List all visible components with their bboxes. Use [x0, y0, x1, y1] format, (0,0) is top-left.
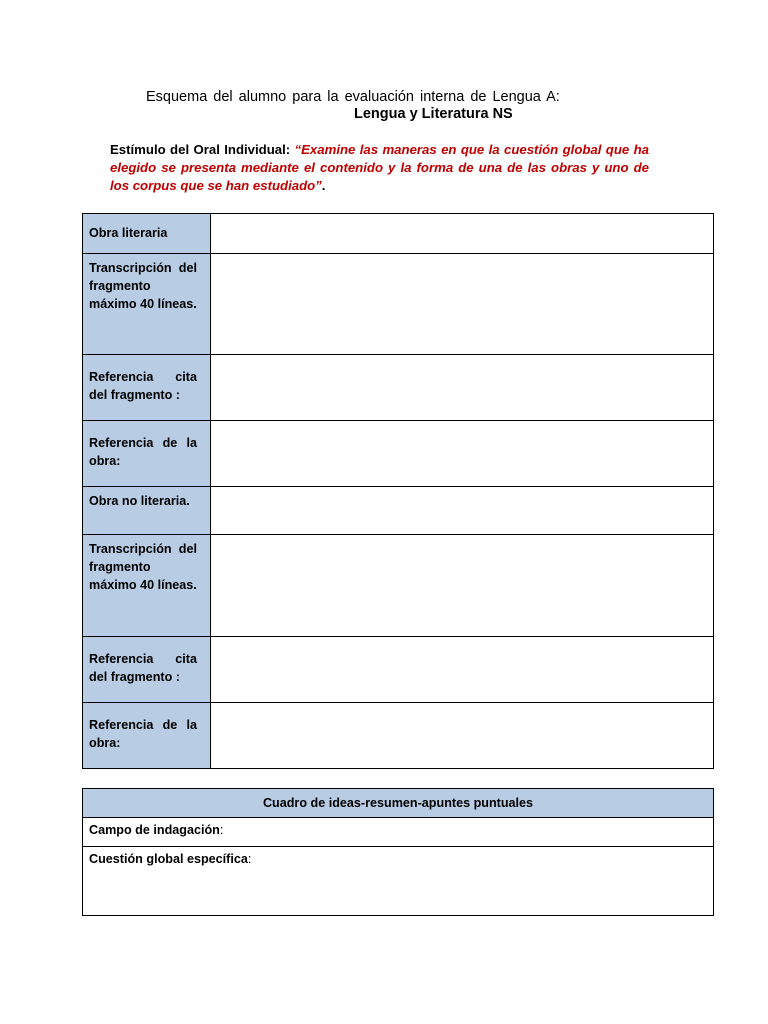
table-row [83, 637, 714, 703]
row-label-text: Referencia cita del fragmento : [89, 652, 197, 684]
stimulus-quote: “Examine las maneras en que la cuestión global que ha elegido se presenta mediante el contenido y la forma de una de las obras y uno de los corpus que se han estudiado” [110, 142, 649, 193]
title-line-2: Lengua y Literatura NS [354, 106, 513, 122]
row-label-text: Referencia cita del fragmento : [89, 370, 197, 402]
table-row [83, 703, 714, 769]
campo-suffix: : [219, 823, 224, 837]
table-row [83, 487, 714, 535]
cuestion-suffix: : [247, 852, 252, 866]
table-row [83, 421, 714, 487]
row-label [83, 421, 211, 487]
row-value-cell[interactable] [211, 487, 714, 535]
table-row [83, 214, 714, 254]
table-row [83, 254, 714, 355]
stimulus-label: Estímulo del Oral Individual: [110, 142, 295, 157]
row-value-cell[interactable] [211, 254, 714, 355]
summary-table [82, 788, 714, 916]
row-value-cell[interactable] [211, 355, 714, 421]
row-label-text: Obra no literaria. [89, 494, 190, 508]
row-value-cell[interactable] [211, 421, 714, 487]
stimulus-tail: . [321, 178, 326, 193]
row-value-cell[interactable] [211, 703, 714, 769]
table-row [83, 355, 714, 421]
row-label [83, 535, 211, 637]
row-label [83, 703, 211, 769]
campo-label: Campo de indagación [89, 823, 220, 837]
table-row [83, 535, 714, 637]
row-label [83, 487, 211, 535]
summary-header: Cuadro de ideas-resumen-apuntes puntuales [83, 789, 714, 818]
summary-row-campo [83, 818, 714, 847]
row-value-cell[interactable] [211, 535, 714, 637]
row-value-cell[interactable] [211, 214, 714, 254]
row-label-text: Obra literaria [89, 226, 168, 240]
row-label-text: Referencia de la obra: [89, 436, 197, 468]
main-table [82, 213, 714, 769]
row-label [83, 214, 211, 254]
row-label-text: Transcripción del fragmento máximo 40 líneas. [89, 542, 197, 592]
stimulus-paragraph [110, 141, 649, 195]
row-label-text: Transcripción del fragmento máximo 40 líneas. [89, 261, 197, 311]
campo-cell[interactable] [83, 818, 714, 847]
row-label [83, 637, 211, 703]
summary-row-cuestion [83, 847, 714, 916]
row-label [83, 254, 211, 355]
title-line-1: Esquema del alumno para la evaluación interna de Lengua A: [146, 89, 560, 105]
cuestion-cell[interactable] [83, 847, 714, 916]
row-label-text: Referencia de la obra: [89, 718, 197, 750]
row-label [83, 355, 211, 421]
cuestion-label: Cuestión global específica [89, 852, 248, 866]
row-value-cell[interactable] [211, 637, 714, 703]
summary-header-row [83, 789, 714, 818]
